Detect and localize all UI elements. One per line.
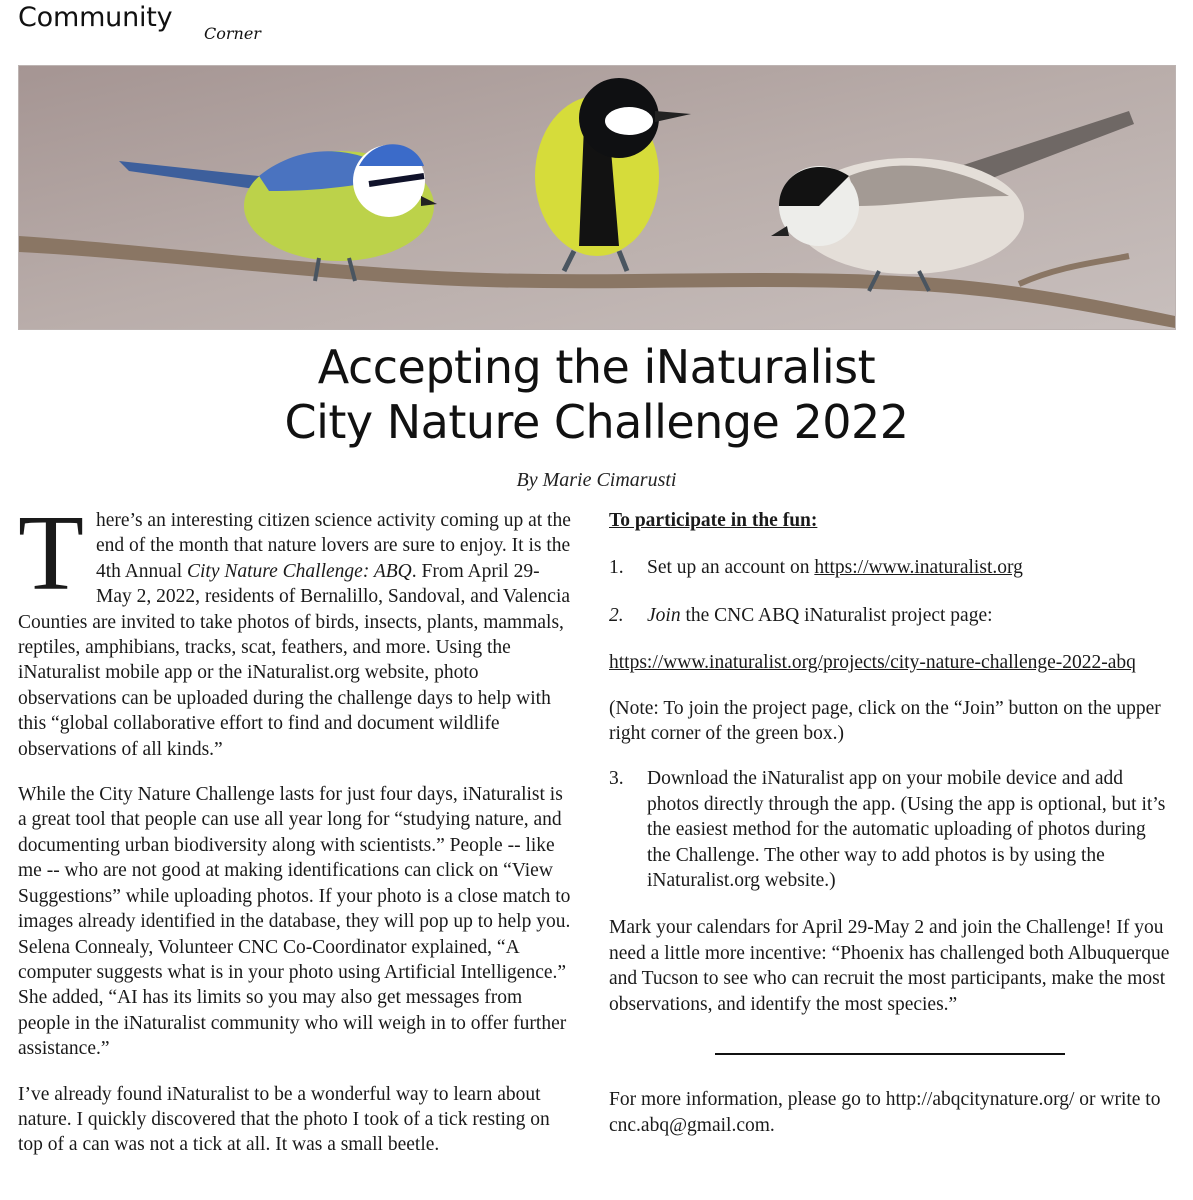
step-number: 2. bbox=[609, 604, 624, 626]
join-note: (Note: To join the project page, click on the “Join” button on the upper right corner of the green box.) bbox=[609, 697, 1161, 745]
masthead-logo bbox=[18, 2, 278, 46]
step-3-text: Download the iNaturalist app on your mobile device and add photos directly through the app. (Using the app is optional, but it’s the easiest method for the automatic uploading of photos during the Challenge. The other way to add photos is by using the iNaturalist.org website.) bbox=[647, 768, 1166, 892]
masthead-script: Corner bbox=[204, 24, 261, 43]
closing-paragraph: Mark your calendars for April 29-May 2 and join the Challenge! If you need a little more incentive: “Phoenix has challenged both Albuquerque and Tucson to see who can recruit the most participants, make the most observations, and identify the most species.” bbox=[609, 917, 1170, 1015]
drop-cap: T bbox=[18, 494, 84, 613]
byline: By Marie Cimarusti bbox=[516, 469, 677, 491]
birds-illustration bbox=[19, 66, 1175, 329]
inaturalist-link[interactable]: https://www.inaturalist.org bbox=[814, 557, 1023, 579]
masthead-word: Community bbox=[18, 2, 173, 33]
paragraph-2: While the City Nature Challenge lasts for just four days, iNaturalist is a great tool that people can use all year long for “studying nature, and documenting urban biodiversity along with scientists.” People -- like me -- who are not good at making identifications can click on “View Suggestions” while uploading photos. If your photo is a close match to images already identified in the database, they will pop up to help you. Selena Connealy, Volunteer CNC Co-Coordinator explained, “A computer suggests what is in your photo using Artificial Intelligence.” She added, “AI has its limits so you may also get messages from people in the iNaturalist community who will weigh in to offer further assistance.” bbox=[18, 784, 571, 1060]
banner-image bbox=[18, 65, 1176, 330]
project-page-link[interactable]: https://www.inaturalist.org/projects/city-nature-challenge-2022-abq bbox=[609, 652, 1136, 674]
intro-paragraph: There’s an interesting citizen science activity coming up at the end of the month that nature lovers are sure to enjoy. It is the 4th Annual City Nature Challenge: ABQ. From April 29-May 2, 2022, residents of Bernalillo, Sandoval, and Valencia Counties are invited to take photos of birds, insects, plants, mammals, reptiles, amphibians, tracks, scat, feathers, and more. Using the iNaturalist mobile app or the iNaturalist.org website, photo observations can be uploaded during the challenge days to help with this “global collaborative effort to find and document wildlife observations of all kinds.” bbox=[18, 494, 571, 760]
step-3 bbox=[609, 766, 1171, 893]
step-1: 1. Set up an account on https://www.inaturalist.org bbox=[609, 555, 1171, 580]
divider-rule bbox=[715, 1053, 1065, 1055]
article-title bbox=[0, 340, 1193, 450]
more-info: For more information, please go to http://abqcitynature.org/ or write to cnc.abq@gmail.com. bbox=[609, 1089, 1161, 1136]
paragraph-3: I’ve already found iNaturalist to be a wonderful way to learn about nature. I quickly discovered that the photo I took of a tick resting on top of a can was not a tick at all. It was a small beetle. bbox=[18, 1083, 550, 1156]
title-line-1: Accepting the iNaturalist bbox=[317, 340, 876, 394]
title-line-2: City Nature Challenge 2022 bbox=[284, 395, 909, 449]
step-number: 3. bbox=[609, 768, 624, 790]
participate-heading: To participate in the fun: bbox=[609, 510, 818, 531]
right-column bbox=[609, 508, 1171, 1158]
step-number: 1. bbox=[609, 557, 624, 579]
join-word: Join bbox=[647, 604, 681, 626]
left-column bbox=[18, 494, 574, 1178]
event-name: City Nature Challenge: ABQ bbox=[186, 560, 412, 582]
step-2: 2. Join the CNC ABQ iNaturalist project page: bbox=[609, 603, 1171, 628]
